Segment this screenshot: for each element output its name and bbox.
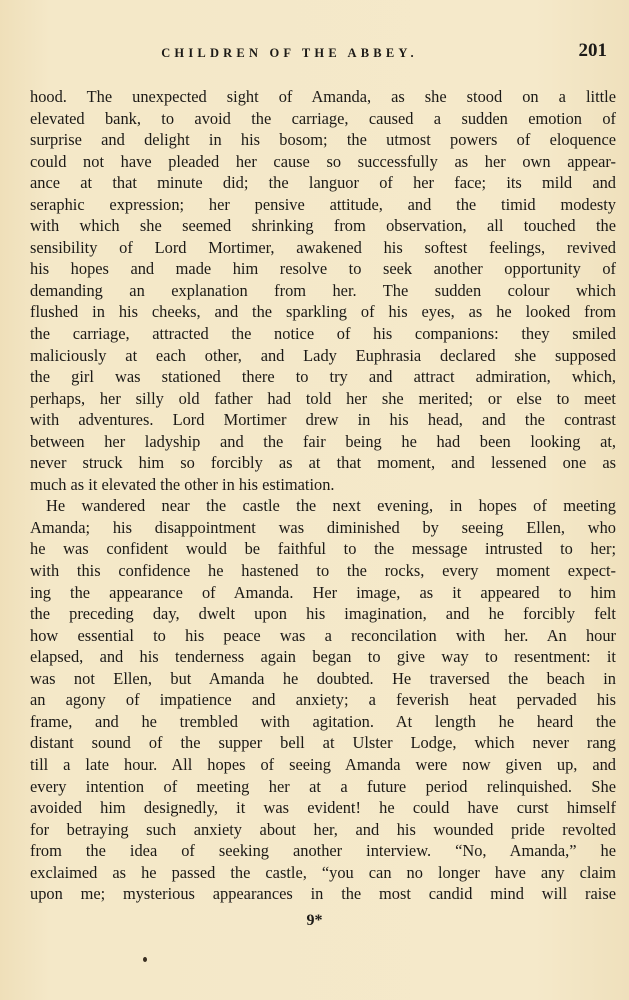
page-number: 201: [578, 40, 607, 61]
text-line: perhaps, her silly old father had told her she merited; or else to meet: [30, 388, 616, 408]
text-line: maliciously at each other, and Lady Euphrasia declared she supposed: [30, 345, 616, 365]
text-line: ance at that minute did; the languor of her face; its mild and: [30, 173, 616, 193]
paragraph: [30, 86, 616, 495]
text-line: frame, and he trembled with agitation. At length he heard the: [30, 711, 616, 731]
text-line: with adventures. Lord Mortimer drew in his head, and the contrast: [30, 410, 616, 430]
text-line: demanding an explanation from her. The sudden colour which: [30, 280, 616, 300]
signature-mark: 9*: [306, 912, 323, 929]
text-line: till a late hour. All hopes of seeing Amanda were now given up, and: [30, 754, 616, 774]
text-line: avoided him designedly, it was evident! he could have curst himself: [30, 798, 616, 818]
text-line: He wandered near the castle the next evening, in hopes of meeting: [46, 496, 616, 516]
text-line: from the idea of seeking another interview. “No, Amanda,” he: [30, 841, 616, 861]
text-line: distant sound of the supper bell at Ulster Lodge, which never rang: [30, 733, 616, 753]
text-line: an agony of impatience and anxiety; a feverish heat pervaded his: [30, 690, 616, 710]
text-line: for betraying such anxiety about her, and his wounded pride revolted: [30, 819, 616, 839]
text-line: the carriage, attracted the notice of his companions: they smiled: [30, 324, 616, 344]
text-line: he was confident would be faithful to the message intrusted to her;: [30, 539, 616, 559]
ink-speck: [143, 957, 147, 962]
text-line: flushed in his cheeks, and the sparkling of his eyes, as he looked from: [30, 302, 616, 322]
text-line: hood. The unexpected sight of Amanda, as she stood on a little: [30, 87, 616, 106]
text-line: elevated bank, to avoid the carriage, caused a sudden emotion of: [30, 108, 616, 128]
text-line: surprise and delight in his bosom; the utmost powers of eloquence: [30, 130, 616, 150]
text-line: upon me; mysterious appearances in the most candid mind will raise: [30, 884, 616, 904]
text-line: could not have pleaded her cause so successfully as her own appear-: [30, 151, 616, 171]
text-line: elapsed, and his tenderness again began to give way to resentment: it: [30, 647, 616, 667]
body-text: [30, 86, 616, 905]
text-line: with this confidence he hastened to the rocks, every moment expect-: [30, 561, 616, 581]
text-line: much as it elevated the other in his estimation.: [30, 474, 335, 494]
text-line: between her ladyship and the fair being he had been looking at,: [30, 431, 616, 451]
text-line: never struck him so forcibly as at that moment, and lessened one as: [30, 453, 616, 473]
text-line: exclaimed as he passed the castle, “you can no longer have any claim: [30, 862, 616, 882]
running-title: CHILDREN OF THE ABBEY.: [161, 46, 418, 60]
text-line: the girl was stationed there to try and attract admiration, which,: [30, 367, 616, 387]
text-line: every intention of meeting her at a future period relinquished. She: [30, 776, 616, 796]
text-line: ing the appearance of Amanda. Her image, as it appeared to him: [30, 582, 616, 602]
text-line: seraphic expression; her pensive attitude, and the timid modesty: [30, 194, 616, 214]
paragraph: [30, 495, 616, 904]
text-line: was not Ellen, but Amanda he doubted. He traversed the beach in: [30, 668, 616, 688]
text-line: with which she seemed shrinking from observation, all touched the: [30, 216, 616, 236]
text-line: how essential to his peace was a reconcilation with her. An hour: [30, 625, 616, 645]
text-line: sensibility of Lord Mortimer, awakened his softest feelings, revived: [30, 237, 616, 257]
running-head: [30, 40, 609, 66]
text-line: Amanda; his disappointment was diminished by seeing Ellen, who: [30, 517, 616, 537]
text-line: the preceding day, dwelt upon his imagination, and he forcibly felt: [30, 604, 616, 624]
text-line: his hopes and made him resolve to seek another opportunity of: [30, 259, 616, 279]
